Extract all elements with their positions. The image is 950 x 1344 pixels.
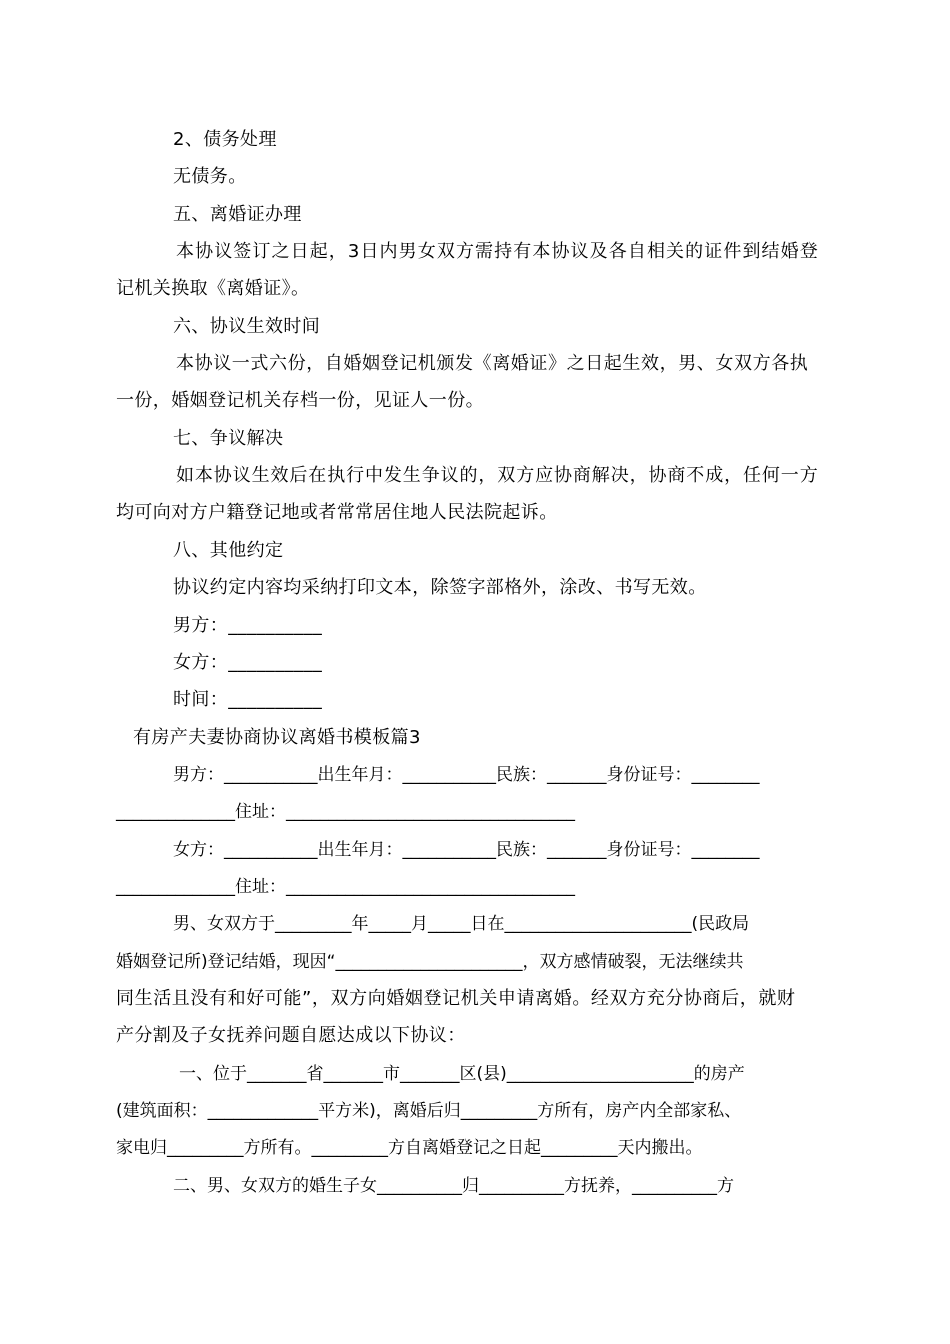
female-info-line-1: 女方：___________出生年月：___________民族：_______身份证号：________ <box>173 840 760 860</box>
marriage-text-1: 男、女双方于_________年_____月_____日在______________________(民政局 <box>173 914 750 934</box>
section-5-text-2: 记机关换取《离婚证》。 <box>116 278 310 299</box>
section-8-heading: 八、其他约定 <box>173 540 284 561</box>
property-text-3: 家电归_________方所有。_________方自离婚登记之日起_________天内搬出。 <box>116 1138 703 1158</box>
section-5-heading: 五、离婚证办理 <box>173 204 302 225</box>
section-6-text-2: 一份，婚姻登记机关存档一份，见证人一份。 <box>116 390 484 411</box>
debt-heading: 2、债务处理 <box>173 129 277 150</box>
section-7-text-2: 均可向对方户籍登记地或者常常居住地人民法院起诉。 <box>116 502 558 523</box>
section-7-heading: 七、争议解决 <box>173 428 284 449</box>
debt-text: 无债务。 <box>173 166 247 187</box>
marriage-text-2: 婚姻登记所)登记结婚，现因“______________________，双方感情破裂，无法继续共 <box>116 952 744 972</box>
marriage-text-4: 产分割及子女抚养问题自愿达成以下协议： <box>116 1025 466 1046</box>
section-8-text: 协议约定内容均采纳打印文本，除签字部格外，涂改、书写无效。 <box>173 577 707 598</box>
date-signature-line: 时间：__________ <box>173 689 323 710</box>
section-6-heading: 六、协议生效时间 <box>173 316 321 337</box>
female-info-line-2: ______________住址：__________________________________ <box>116 877 575 897</box>
female-signature-line: 女方：__________ <box>173 652 323 673</box>
template-3-title: 有房产夫妻协商协议离婚书模板篇3 <box>133 727 421 748</box>
marriage-text-3: 同生活且没有和好可能”，双方向婚姻登记机关申请离婚。经双方充分协商后，就财 <box>116 988 796 1009</box>
male-signature-line: 男方：__________ <box>173 615 323 636</box>
property-text-1: 一、位于_______省_______市_______区(县)______________________的房产 <box>179 1064 745 1084</box>
children-text-1: 二、男、女双方的婚生子女__________归__________方抚养，__________方 <box>173 1176 734 1196</box>
male-info-line-2: ______________住址：__________________________________ <box>116 802 575 822</box>
section-6-text-1: 本协议一式六份，自婚姻登记机颁发《离婚证》之日起生效，男、女双方各执 <box>176 353 809 374</box>
property-text-2: (建筑面积：_____________平方米)，离婚后归_________方所有，房产内全部家私、 <box>116 1101 742 1121</box>
section-7-text-1: 如本协议生效后在执行中发生争议的，双方应协商解决，协商不成，任何一方 <box>176 465 819 486</box>
section-5-text-1: 本协议签订之日起，3日内男女双方需持有本协议及各自相关的证件到结婚登 <box>176 241 819 262</box>
male-info-line-1: 男方：___________出生年月：___________民族：_______身份证号：________ <box>173 765 760 785</box>
